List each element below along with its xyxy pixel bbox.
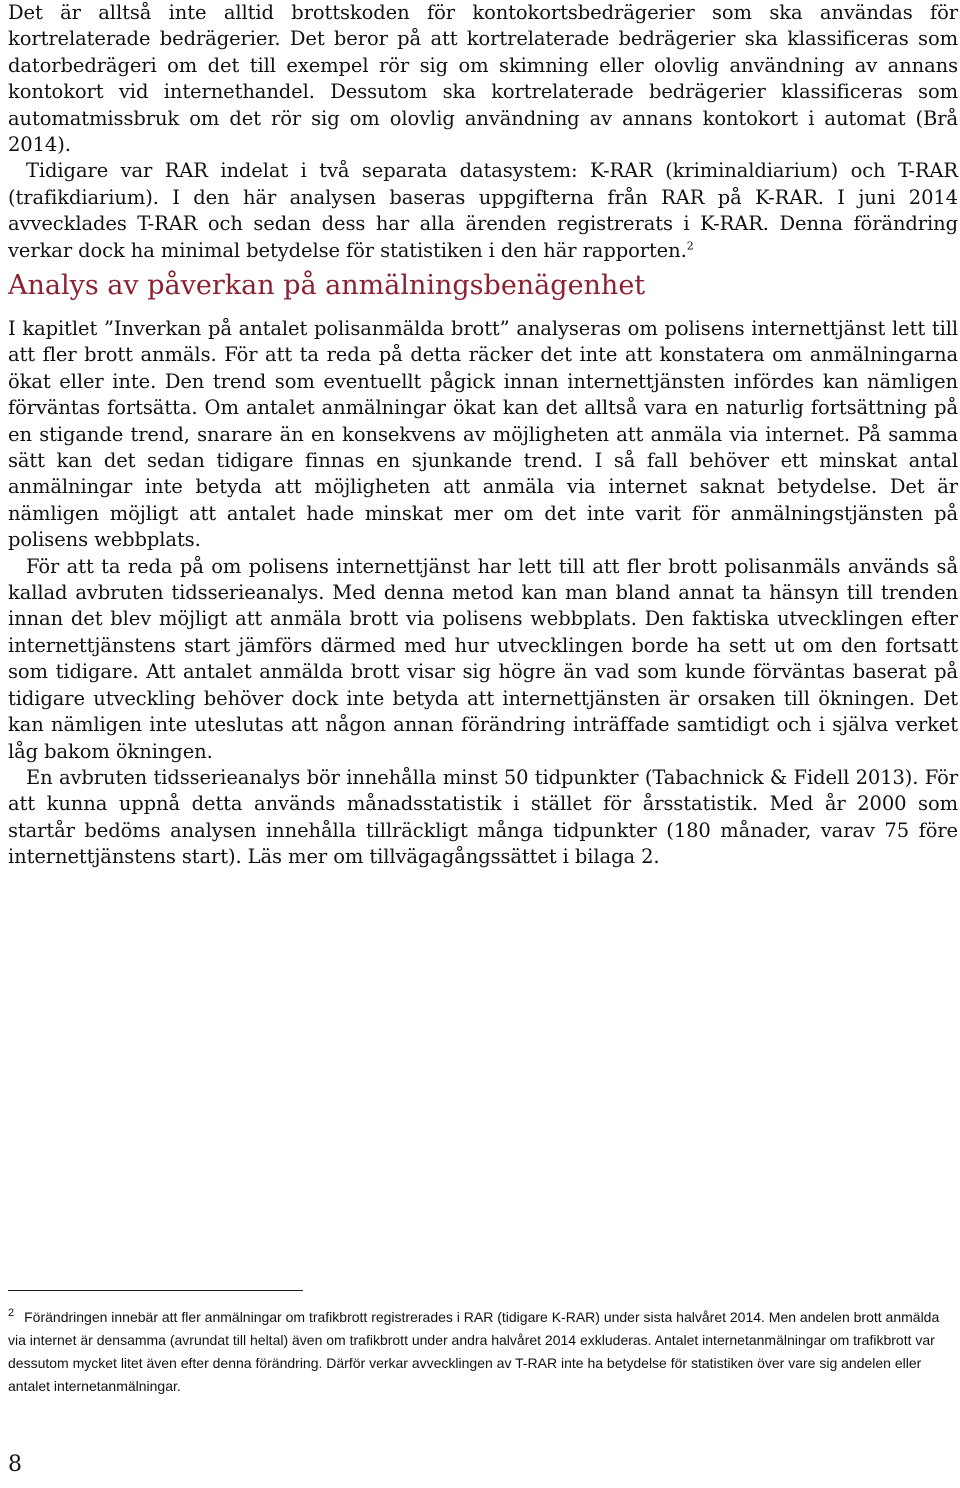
intro-sentence-atm: Dessutom ska kortrelaterade bedrägerier klassificeras som automatmissbruk om det rör sig om olovlig användning av annans kontokort i automat (Brå 2014). xyxy=(8,80,958,157)
intro-section xyxy=(8,0,958,264)
page-number: 8 xyxy=(8,1452,22,1477)
footnote-divider xyxy=(8,1290,303,1291)
rar-paragraph xyxy=(8,158,958,264)
intro-sentences: Det är alltså inte alltid brottskoden för kontokortsbedrägerier som ska användas för kortrelaterade bedrägerier. Det beror på att kortrelaterade bedrägerier ska klassificeras som datorbedrägeri om det till exempel rör sig om skimning eller olovlig användning av annans kontokort vid internethandel. xyxy=(8,1,958,104)
analysis-section xyxy=(8,316,958,871)
analysis-paragraph-1: I kapitlet ”Inverkan på antalet polisanmälda brott” analyseras om polisens internettjänst lett till att fler brott anmäls. För att ta reda på detta räcker det inte att konstatera om anmälningarna ökat eller inte. Den trend som eventuellt pågick innan internettjänsten infördes kan nämligen förväntas fortsätta. Om antalet anmälningar ökat kan det alltså vara en naturlig fortsättning på en stigande trend, snarare än en konsekvens av möjligheten att anmäla via internet. På samma sätt kan det sedan tidigare finnas en sjunkande trend. I så fall behöver ett minskat antal anmälningar inte betyda att möjligheten att anmäla via internet saknat betydelse. Det är nämligen möjligt att antalet hade minskat mer om det inte varit för anmälningstjänsten på polisens webbplats. xyxy=(8,317,958,552)
section-heading: Analys av påverkan på anmälningsbenägenhet xyxy=(8,270,646,301)
analysis-paragraph-2: För att ta reda på om polisens internettjänst har lett till att fler brott polisanmäls används så kallad avbruten tidsserieanalys. Med denna metod kan man bland annat ta hänsyn till trenden innan det blev möjligt att anmäla brott via polisens webbplats. Den faktiska utvecklingen efter internettjänstens start jämförs därmed med hur utvecklingen borde ha sett ut om den fortsatt som tidigare. Att antalet anmälda brott visar sig högre än vad som kunde förväntas baserat på tidigare utveckling behöver dock inte betyda att internettjänsten är orsaken till ökningen. Det kan nämligen inte uteslutas att någon annan förändring inträffade samtidigt och i själva verket låg bakom ökningen. xyxy=(8,554,958,763)
footnote xyxy=(8,1306,958,1398)
footnote-text: Förändringen innebär att fler anmälningar om trafikbrott registrerades i RAR (tidigare K-RAR) under sista halvåret 2014. Men andelen brott anmälda via internet är densamma (avrundat till heltal) även om trafikbrott under andra halvåret 2014 exkluderas. Antalet internetanmälningar om trafikbrott var dessutom mycket litet även efter denna förändring. Därför verkar avvecklingen av T-RAR inte ha betydelse för statistiken över vare sig andelen eller antalet internetanmälningar. xyxy=(8,1309,940,1394)
footnote-reference[interactable]: 2 xyxy=(686,239,694,253)
footnote-mark: 2 xyxy=(8,1307,15,1320)
analysis-paragraph-3: En avbruten tidsserieanalys bör innehålla minst 50 tidpunkter (Tabachnick & Fidell 2013). För att kunna uppnå detta används månadsstatistik i stället för årsstatistik. Med år 2000 som startår bedöms analysen innehålla tillräckligt många tidpunkter (180 månader, varav 75 före internettjänstens start). Läs mer om tillvägagångssättet i bilaga 2. xyxy=(8,765,958,869)
rar-text: Tidigare var RAR indelat i två separata datasystem: K-RAR (kriminaldiarium) och T-RAR (trafikdiarium). I den här analysen baseras uppgifterna från RAR på K-RAR. I juni 2014 avvecklades T-RAR och sedan dess har alla ärenden registrerats i K-RAR. Denna förändring verkar dock ha minimal betydelse för statistiken i den här rapporten. xyxy=(8,159,958,262)
intro-paragraph xyxy=(8,0,958,158)
